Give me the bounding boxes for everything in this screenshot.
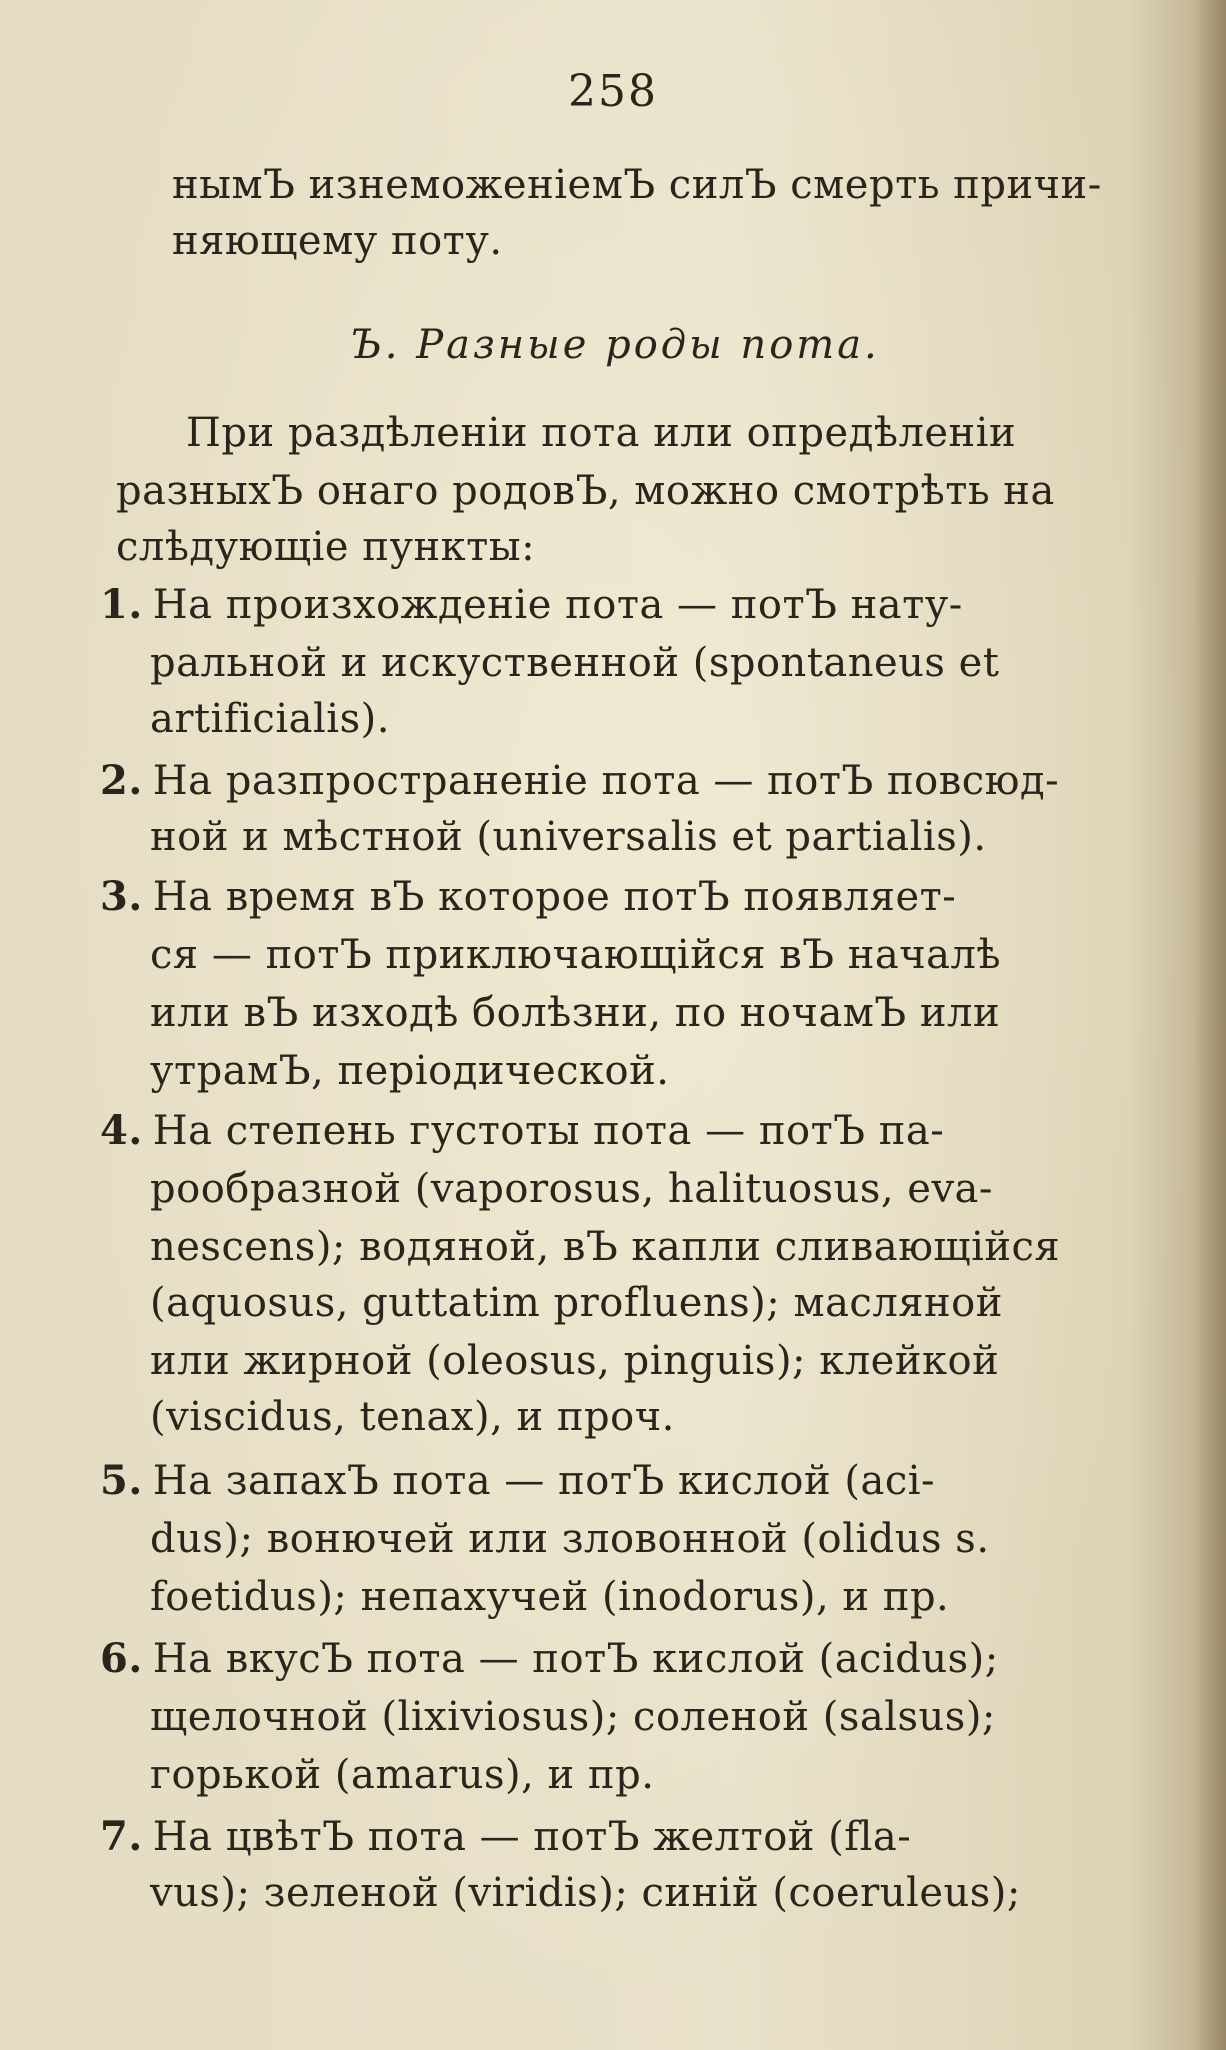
list-number: 7.: [100, 1813, 143, 1860]
text-line: На произхожденiе пота — потЪ нату-: [152, 582, 963, 628]
text-line: На запахЪ пота — потЪ кислой (aci-: [152, 1458, 936, 1504]
list-item-6: [100, 1634, 999, 1684]
text-line: горькой (amarus), и пр.: [150, 1752, 655, 1798]
text-line: разныхЪ онаго родовЪ, можно смотрѣть на: [116, 468, 1055, 514]
list-number: 5.: [100, 1457, 143, 1504]
page-gutter-shadow: [1192, 0, 1226, 2050]
text-line: nescens); водяной, вЪ капли сливающiйся: [150, 1224, 1061, 1270]
text-line: foetidus); непахучей (inodorus), и пр.: [150, 1574, 950, 1620]
text-line: слѣдующiе пункты:: [116, 524, 536, 570]
section-heading: Ъ. Разные роды пота.: [350, 322, 880, 368]
text-line: На время вЪ которое потЪ появляет-: [152, 874, 957, 920]
list-number: 2.: [100, 757, 143, 804]
list-number: 4.: [100, 1107, 143, 1154]
list-item-2: [100, 756, 1059, 806]
text-line: рообразной (vaporosus, halituosus, eva-: [150, 1166, 993, 1212]
text-line: утрамЪ, перiодической.: [150, 1048, 670, 1094]
page-number: 258: [568, 66, 658, 117]
text-line: (viscidus, tenax), и проч.: [150, 1394, 675, 1440]
text-line: нымЪ изнеможенiемЪ силЪ смерть причи-: [172, 162, 1102, 208]
text-line: При раздѣленiи пота или опредѣленiи: [186, 410, 1017, 456]
text-line: няющему поту.: [172, 218, 503, 264]
text-line: На разпространенiе пота — потЪ повсюд-: [152, 758, 1060, 804]
list-number: 3.: [100, 873, 143, 920]
list-item-7: [100, 1812, 911, 1862]
text-line: vus); зеленой (viridis); синiй (coeruleus);: [150, 1870, 1021, 1916]
text-line: ся — потЪ приключающiйся вЪ началѣ: [150, 932, 1002, 978]
text-line: ной и мѣстной (universalis et partialis).: [150, 814, 987, 860]
text-line: или вЪ изходѣ болѣзни, по ночамЪ или: [150, 990, 1001, 1036]
list-item-3: [100, 872, 956, 922]
text-line: или жирной (oleosus, pinguis); клейкой: [150, 1338, 1000, 1384]
text-line: ральной и искуственной (spontaneus et: [150, 640, 1000, 686]
text-line: На цвѣтЪ пота — потЪ желтой (fla-: [152, 1814, 912, 1860]
text-line: dus); вонючей или зловонной (olidus s.: [150, 1516, 990, 1562]
list-item-4: [100, 1106, 944, 1156]
list-number: 6.: [100, 1635, 143, 1682]
text-line: artificialis).: [150, 696, 390, 742]
list-number: 1.: [100, 581, 143, 628]
list-item-1: [100, 580, 963, 630]
text-line: щелочной (lixiviosus); соленой (salsus);: [150, 1694, 996, 1740]
list-item-5: [100, 1456, 935, 1506]
text-line: На вкусЪ пота — потЪ кислой (acidus);: [152, 1636, 999, 1682]
text-line: (aquosus, guttatim profluens); масляной: [150, 1280, 1003, 1326]
text-line: На степень густоты пота — потЪ па-: [152, 1108, 945, 1154]
